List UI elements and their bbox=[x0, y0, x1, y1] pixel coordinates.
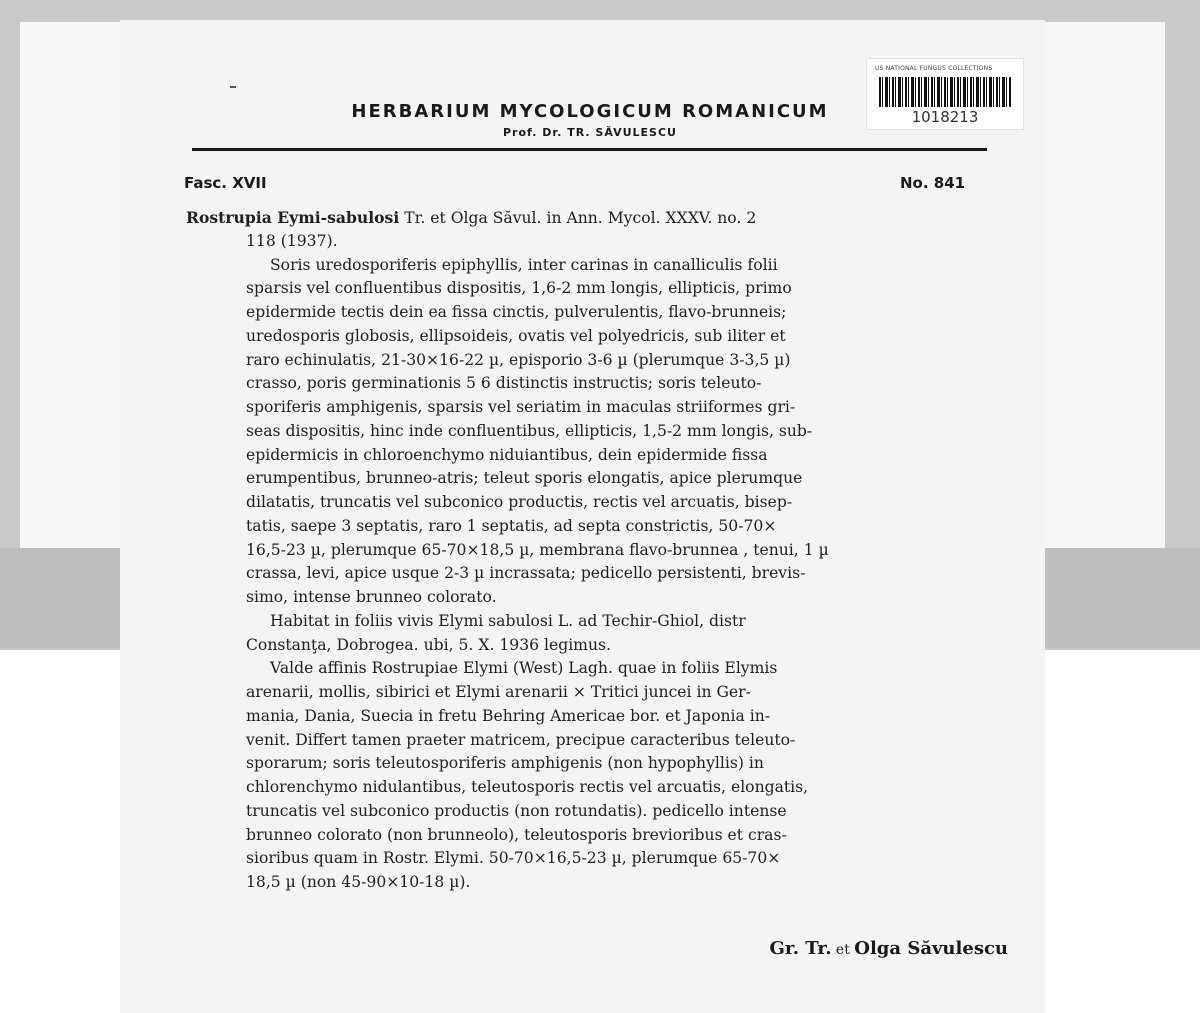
text-line: sparsis vel confluentibus dispositis, 1,6-2 mm longis, ellipticis, primo bbox=[246, 279, 792, 298]
herbarium-subtitle: Prof. Dr. TR. SĂVULESCU bbox=[502, 126, 677, 139]
text-line: Soris uredosporiferis epiphyllis, inter carinas in canalliculis folii bbox=[270, 255, 778, 274]
text-line: sporarum; soris teleutosporiferis amphigenis (non hypophyllis) in bbox=[246, 754, 764, 773]
text-line: Constanţa, Dobrogea. ubi, 5. X. 1936 legimus. bbox=[246, 635, 611, 654]
print-mark bbox=[230, 86, 236, 88]
text-line: 16,5-23 µ, plerumque 65-70×18,5 µ, membrana flavo-brunnea , tenui, 1 µ bbox=[246, 540, 829, 559]
barcode-number: 1018213 bbox=[911, 108, 979, 126]
text-line: raro echinulatis, 21-30×16-22 µ, episporio 3-6 µ (plerumque 3-3,5 µ) bbox=[246, 350, 791, 369]
text-line: erumpentibus, brunneo-atris; teleut sporis elongatis, apice plerumque bbox=[246, 469, 803, 488]
text-line: uredosporis globosis, ellipsoideis, ovatis vel polyedricis, sub iliter et bbox=[246, 326, 786, 345]
barcode-institution: US NATIONAL FUNGUS COLLECTIONS bbox=[875, 65, 993, 72]
species-citation: Tr. et Olga Săvul. in Ann. Mycol. XXXV. no. 2 bbox=[399, 209, 757, 227]
species-title-line bbox=[186, 206, 996, 230]
herbarium-title: HERBARIUM MYCOLOGICUM ROMANICUM bbox=[351, 101, 829, 122]
fascicle-label: Fasc. XVII bbox=[184, 174, 267, 192]
text-line: tatis, saepe 3 septatis, raro 1 septatis, ad septa constrictis, 50-70× bbox=[246, 516, 777, 535]
specimen-number: No. 841 bbox=[900, 174, 966, 192]
text-line: epidermicis in chloroenchymo niduiantibus, dein epidermide fissa bbox=[246, 445, 768, 464]
text-line: sporiferis amphigenis, sparsis vel seriatim in maculas striiformes gri- bbox=[246, 398, 796, 416]
text-line: crasso, poris germinationis 5 6 distinctis instructis; soris teleuto- bbox=[246, 374, 762, 393]
description-lines bbox=[186, 230, 996, 895]
text-line: seas dispositis, hinc inde confluentibus, ellipticis, 1,5-2 mm longis, sub- bbox=[246, 421, 813, 440]
label-text bbox=[186, 206, 996, 895]
text-line: simo, intense brunneo colorato. bbox=[246, 588, 497, 606]
text-line: sioribus quam in Rostr. Elymi. 50-70×16,5-23 µ, plerumque 65-70× bbox=[246, 849, 781, 868]
header-divider bbox=[192, 148, 987, 151]
text-line: arenarii, mollis, sibirici et Elymi arenarii × Tritici juncei in Ger- bbox=[246, 683, 751, 701]
signature-connector: et bbox=[831, 942, 855, 958]
signature-prefix: Gr. Tr. bbox=[769, 938, 832, 959]
text-line: Valde affinis Rostrupiae Elymi (West) Lagh. quae in foliis Elymis bbox=[270, 659, 778, 678]
species-name: Rostrupia Eymi-sabulosi bbox=[186, 208, 400, 227]
signature-name: Olga Săvulescu bbox=[854, 938, 1008, 959]
text-line: mania, Dania, Suecia in fretu Behring Americae bor. et Japonia in- bbox=[246, 706, 771, 725]
text-line: brunneo colorato (non brunneolo), teleutosporis brevioribus et cras- bbox=[246, 825, 787, 844]
text-line: venit. Differt tamen praeter matricem, precipue caracteribus teleuto- bbox=[246, 730, 796, 749]
text-line: truncatis vel subconico productis (non rotundatis). pedicello intense bbox=[246, 801, 787, 820]
text-line: Habitat in foliis vivis Elymi sabulosi L. ad Techir-Ghiol, distr bbox=[270, 611, 746, 630]
text-line: 18,5 µ (non 45-90×10-18 µ). bbox=[246, 873, 471, 891]
text-line: epidermide tectis dein ea fissa cinctis, pulverulentis, flavo-brunneis; bbox=[246, 303, 787, 321]
text-line: 118 (1937). bbox=[246, 231, 338, 250]
text-line: crassa, levi, apice usque 2-3 µ incrassata; pedicello persistenti, brevis- bbox=[246, 564, 806, 583]
text-line: dilatatis, truncatis vel subconico productis, rectis vel arcuatis, bisep- bbox=[246, 493, 793, 511]
text-line: chlorenchymo nidulantibus, teleutosporis rectis vel arcuatis, elongatis, bbox=[246, 778, 809, 796]
collector-signature bbox=[703, 938, 1008, 959]
